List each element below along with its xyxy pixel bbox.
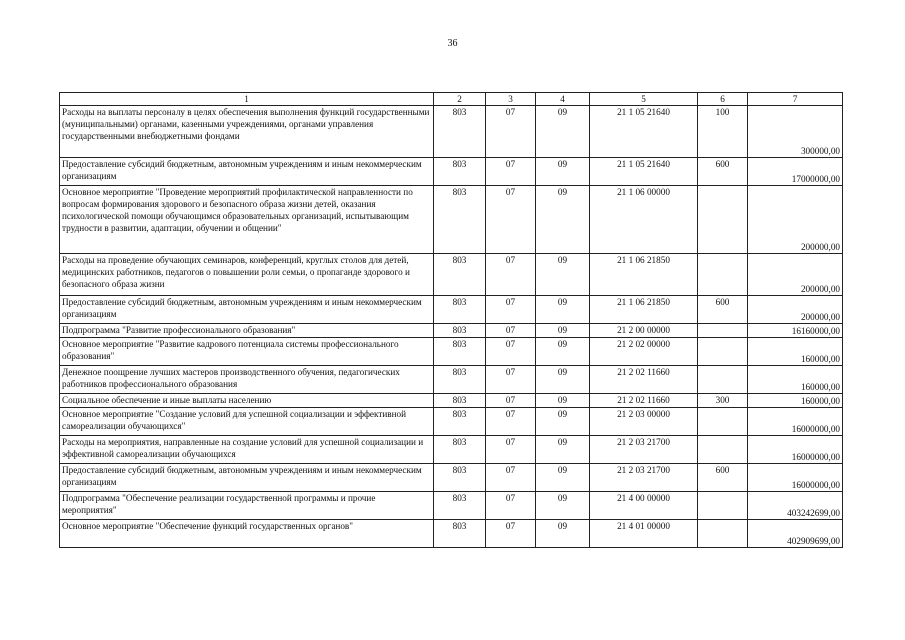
- target-code-cell: 21 1 05 21640: [590, 106, 698, 158]
- column-header: 2: [434, 93, 486, 106]
- expense-name-cell: Основное мероприятие "Проведение мероприятий профилактической направленности по вопросам формирования здорового и безопасного образа жизни детей, оказания психологической помощи обучающимся образовательных организаций, испытывающим трудности в развитии, адаптации, обучении и общении": [60, 186, 434, 254]
- amount-cell: 200000,00: [748, 254, 843, 296]
- subsection-code-cell: 09: [536, 492, 590, 520]
- table-row: [60, 338, 843, 366]
- ministry-code-cell: 803: [434, 366, 486, 394]
- amount-cell: 160000,00: [748, 394, 843, 408]
- ministry-code-cell: 803: [434, 338, 486, 366]
- section-code-cell: 07: [486, 338, 536, 366]
- expense-name-cell: Основное мероприятие "Развитие кадрового потенциала системы профессионального образования": [60, 338, 434, 366]
- expense-type-cell: [698, 436, 748, 464]
- expense-type-cell: 600: [698, 464, 748, 492]
- expense-type-cell: 600: [698, 158, 748, 186]
- table-header-row: [60, 93, 843, 106]
- amount-cell: 200000,00: [748, 296, 843, 324]
- expense-name-cell: Денежное поощрение лучших мастеров производственного обучения, педагогических работников профессионального образования: [60, 366, 434, 394]
- subsection-code-cell: 09: [536, 158, 590, 186]
- table-row: [60, 106, 843, 158]
- expense-name-cell: Расходы на мероприятия, направленные на создание условий для успешной социализации и эффективной самореализации обучающихся: [60, 436, 434, 464]
- target-code-cell: 21 2 03 21700: [590, 436, 698, 464]
- expense-name-cell: Подпрограмма "Обеспечение реализации государственной программы и прочие мероприятия": [60, 492, 434, 520]
- subsection-code-cell: 09: [536, 394, 590, 408]
- section-code-cell: 07: [486, 492, 536, 520]
- ministry-code-cell: 803: [434, 464, 486, 492]
- amount-cell: 200000,00: [748, 186, 843, 254]
- ministry-code-cell: 803: [434, 186, 486, 254]
- expense-type-cell: [698, 186, 748, 254]
- subsection-code-cell: 09: [536, 436, 590, 464]
- section-code-cell: 07: [486, 324, 536, 338]
- section-code-cell: 07: [486, 394, 536, 408]
- expense-name-cell: Расходы на выплаты персоналу в целях обеспечения выполнения функций государственными (муниципальными) органами, казенными учреждениями, органами управления государственными внебюджетными фондами: [60, 106, 434, 158]
- expense-name-cell: Основное мероприятие "Обеспечение функций государственных органов": [60, 520, 434, 548]
- column-header: 3: [486, 93, 536, 106]
- page-number: 36: [447, 38, 458, 49]
- column-header: 1: [60, 93, 434, 106]
- ministry-code-cell: 803: [434, 324, 486, 338]
- ministry-code-cell: 803: [434, 394, 486, 408]
- subsection-code-cell: 09: [536, 464, 590, 492]
- ministry-code-cell: 803: [434, 254, 486, 296]
- expense-name-cell: Расходы на проведение обучающих семинаров, конференций, круглых столов для детей, медицинских работников, педагогов о повышении роли семьи, о пропаганде здорового и безопасного образа жизни: [60, 254, 434, 296]
- ministry-code-cell: 803: [434, 520, 486, 548]
- budget-table: [59, 92, 843, 548]
- subsection-code-cell: 09: [536, 254, 590, 296]
- amount-cell: 160000,00: [748, 338, 843, 366]
- section-code-cell: 07: [486, 408, 536, 436]
- target-code-cell: 21 2 00 00000: [590, 324, 698, 338]
- expense-type-cell: [698, 366, 748, 394]
- target-code-cell: 21 4 00 00000: [590, 492, 698, 520]
- amount-cell: 16000000,00: [748, 436, 843, 464]
- target-code-cell: 21 2 03 21700: [590, 464, 698, 492]
- table-row: [60, 254, 843, 296]
- expense-type-cell: [698, 338, 748, 366]
- ministry-code-cell: 803: [434, 408, 486, 436]
- amount-cell: 16000000,00: [748, 408, 843, 436]
- table-row: [60, 366, 843, 394]
- expense-type-cell: 300: [698, 394, 748, 408]
- expense-type-cell: [698, 492, 748, 520]
- expense-type-cell: [698, 520, 748, 548]
- ministry-code-cell: 803: [434, 158, 486, 186]
- section-code-cell: 07: [486, 296, 536, 324]
- amount-cell: 403242699,00: [748, 492, 843, 520]
- expense-type-cell: 600: [698, 296, 748, 324]
- section-code-cell: 07: [486, 464, 536, 492]
- expense-type-cell: [698, 254, 748, 296]
- amount-cell: 300000,00: [748, 106, 843, 158]
- subsection-code-cell: 09: [536, 520, 590, 548]
- amount-cell: 17000000,00: [748, 158, 843, 186]
- expense-name-cell: Предоставление субсидий бюджетным, автономным учреждениям и иным некоммерческим организациям: [60, 296, 434, 324]
- section-code-cell: 07: [486, 254, 536, 296]
- expense-name-cell: Предоставление субсидий бюджетным, автономным учреждениям и иным некоммерческим организациям: [60, 464, 434, 492]
- subsection-code-cell: 09: [536, 106, 590, 158]
- ministry-code-cell: 803: [434, 106, 486, 158]
- target-code-cell: 21 1 06 21850: [590, 254, 698, 296]
- expense-name-cell: Предоставление субсидий бюджетным, автономным учреждениям и иным некоммерческим организациям: [60, 158, 434, 186]
- subsection-code-cell: 09: [536, 296, 590, 324]
- section-code-cell: 07: [486, 366, 536, 394]
- table-row: [60, 394, 843, 408]
- expense-type-cell: [698, 408, 748, 436]
- table-body: [60, 106, 843, 548]
- section-code-cell: 07: [486, 436, 536, 464]
- table-row: [60, 408, 843, 436]
- table-row: [60, 186, 843, 254]
- expense-name-cell: Социальное обеспечение и иные выплаты населению: [60, 394, 434, 408]
- table-row: [60, 436, 843, 464]
- ministry-code-cell: 803: [434, 492, 486, 520]
- target-code-cell: 21 1 06 21850: [590, 296, 698, 324]
- target-code-cell: 21 2 02 11660: [590, 394, 698, 408]
- target-code-cell: 21 2 02 00000: [590, 338, 698, 366]
- section-code-cell: 07: [486, 186, 536, 254]
- target-code-cell: 21 4 01 00000: [590, 520, 698, 548]
- amount-cell: 402909699,00: [748, 520, 843, 548]
- subsection-code-cell: 09: [536, 338, 590, 366]
- amount-cell: 160000,00: [748, 366, 843, 394]
- amount-cell: 16160000,00: [748, 324, 843, 338]
- amount-cell: 16000000,00: [748, 464, 843, 492]
- table-row: [60, 158, 843, 186]
- subsection-code-cell: 09: [536, 366, 590, 394]
- ministry-code-cell: 803: [434, 436, 486, 464]
- column-header: 5: [590, 93, 698, 106]
- expense-name-cell: Основное мероприятие "Создание условий для успешной социализации и эффективной самореализации обучающихся": [60, 408, 434, 436]
- section-code-cell: 07: [486, 158, 536, 186]
- section-code-cell: 07: [486, 106, 536, 158]
- expense-type-cell: [698, 324, 748, 338]
- target-code-cell: 21 1 06 00000: [590, 186, 698, 254]
- table-row: [60, 324, 843, 338]
- table-row: [60, 296, 843, 324]
- table-row: [60, 464, 843, 492]
- subsection-code-cell: 09: [536, 408, 590, 436]
- target-code-cell: 21 1 05 21640: [590, 158, 698, 186]
- ministry-code-cell: 803: [434, 296, 486, 324]
- table-row: [60, 492, 843, 520]
- table-row: [60, 520, 843, 548]
- column-header: 7: [748, 93, 843, 106]
- subsection-code-cell: 09: [536, 324, 590, 338]
- column-header: 4: [536, 93, 590, 106]
- expense-type-cell: 100: [698, 106, 748, 158]
- subsection-code-cell: 09: [536, 186, 590, 254]
- target-code-cell: 21 2 03 00000: [590, 408, 698, 436]
- target-code-cell: 21 2 02 11660: [590, 366, 698, 394]
- column-header: 6: [698, 93, 748, 106]
- expense-name-cell: Подпрограмма "Развитие профессионального образования": [60, 324, 434, 338]
- section-code-cell: 07: [486, 520, 536, 548]
